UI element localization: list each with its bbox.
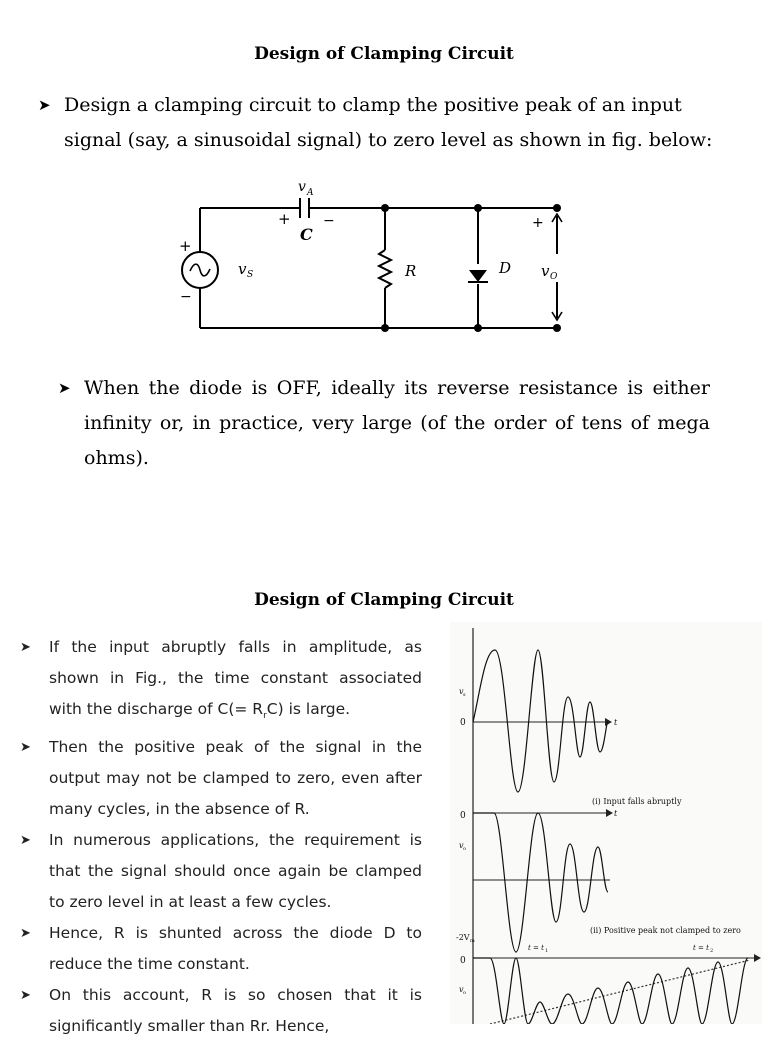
slide1-bullet-1	[38, 88, 744, 158]
list-item: ➤ Then the positive peak of the signal in the output may not be clamped to zero, even after many cycles, in the absence of R.	[20, 732, 422, 825]
label-va-sub: A	[307, 188, 314, 198]
label-va: v	[298, 179, 306, 195]
arrow-bullet-icon: ➤	[20, 926, 31, 942]
axis-label-vo-3-sub: o	[463, 990, 467, 996]
list-item: ➤ Hence, R is shunted across the diode D to reduce the time constant.	[20, 918, 422, 980]
source-plus-sign: +	[179, 237, 192, 255]
caption-positive-peak: (ii) Positive peak not clamped to zero	[590, 926, 741, 935]
capacitor-plus-sign: +	[278, 210, 291, 228]
arrow-bullet-icon: ➤	[20, 740, 31, 756]
axis-t-1: t	[614, 718, 618, 727]
axis-label-2vm: -2V	[456, 933, 470, 942]
arrow-bullet-icon: ➤	[20, 640, 31, 655]
label-r: R	[405, 262, 417, 280]
label-t2: t = t	[693, 944, 709, 952]
label-vs-sub: S	[247, 270, 254, 280]
caption-input-falls: (i) Input falls abruptly	[592, 797, 682, 806]
list-item: ➤ In numerous applications, the requirement is that the signal should once again be clamped to zero level in at least a few cycles.	[20, 825, 422, 918]
label-c: C	[300, 225, 313, 244]
slide1-title: Design of Clamping Circuit	[254, 44, 514, 64]
source-minus-sign: −	[180, 289, 192, 305]
axis-zero-2: 0	[460, 811, 466, 821]
slide1-bullet-1-text: Design a clamping circuit to clamp the positive peak of an input signal (say, a sinusoidal signal) to zero level as shown in fig. below:	[64, 94, 713, 151]
axis-label-vs-sub: s	[463, 692, 466, 698]
label-vs: v	[238, 260, 247, 278]
axis-label-vo-3: v	[459, 985, 464, 994]
waveform-figure	[450, 622, 762, 1024]
slide1-bullet-2	[58, 371, 710, 476]
clamping-circuit-diagram	[160, 176, 580, 342]
axis-label-vo-sub: o	[463, 846, 467, 852]
axis-label-vo: v	[459, 841, 464, 850]
diode-symbol	[469, 270, 487, 282]
list-item: ➤ On this account, R is so chosen that it is significantly smaller than Rr. Hence,	[20, 980, 422, 1042]
axis-label-2vm-sub: m	[470, 938, 475, 944]
slide1-bullet-2-text: When the diode is OFF, ideally its reverse resistance is either infinity or, in practice, very large (of the order of tens of mega ohms).	[84, 377, 710, 469]
label-vo-sub: O	[550, 272, 558, 282]
axis-zero-1: 0	[460, 718, 466, 728]
arrow-bullet-icon: ➤	[58, 379, 71, 397]
axis-t-2: t	[614, 809, 618, 818]
output-plus-sign: +	[532, 215, 544, 231]
arrow-bullet-icon: ➤	[38, 96, 51, 114]
label-d: D	[499, 259, 512, 277]
capacitor-minus-sign: −	[323, 213, 335, 229]
label-vo: v	[541, 262, 550, 280]
label-t2-sub: 2	[710, 948, 714, 954]
slide2-bullet-list	[20, 632, 422, 1042]
list-item: ➤ If the input abruptly falls in amplitude, as shown in Fig., the time constant associated with the discharge of $C(= R_rC)$ is large.	[20, 632, 422, 732]
label-t1-sub: 1	[545, 948, 549, 954]
axis-label-vs: v	[459, 687, 464, 696]
arrow-bullet-icon: ➤	[20, 833, 31, 849]
axis-zero-3: 0	[460, 956, 466, 966]
label-t1: t = t	[528, 944, 544, 952]
arrow-bullet-icon: ➤	[20, 988, 31, 1004]
slide2-title: Design of Clamping Circuit	[254, 590, 514, 610]
